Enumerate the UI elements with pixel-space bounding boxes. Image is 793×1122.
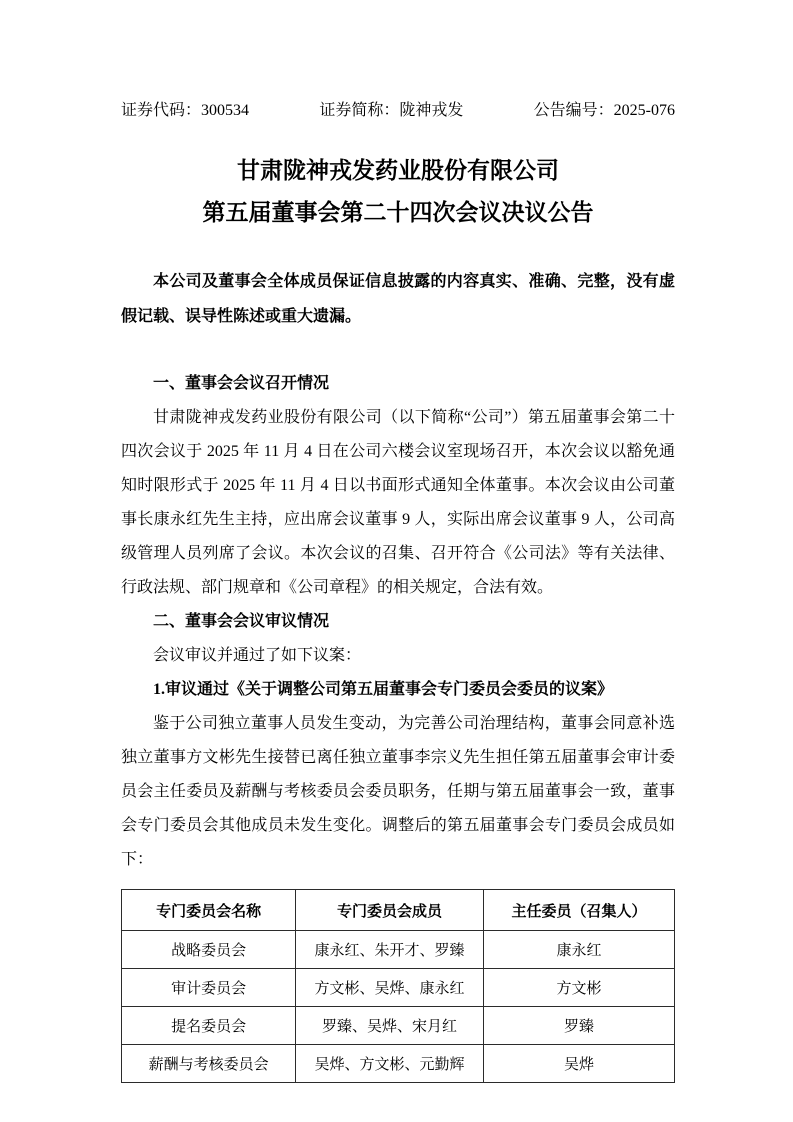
- members-cell: 方文彬、吴烨、康永红: [296, 969, 484, 1007]
- chair-cell: 吴烨: [483, 1045, 674, 1083]
- members-cell: 罗臻、吴烨、宋月红: [296, 1007, 484, 1045]
- table-row: [122, 1045, 675, 1083]
- document-header: [121, 100, 675, 122]
- announcement-title: 第五届董事会第二十四次会议决议公告: [202, 200, 594, 225]
- column-header-committee-name: 专门委员会名称: [122, 890, 296, 931]
- section2-intro: 会议审议并通过了如下议案：: [153, 647, 362, 664]
- committee-table: [121, 889, 675, 1083]
- committee-table-body: [122, 931, 675, 1083]
- chair-cell: 罗臻: [483, 1007, 674, 1045]
- stock-abbr: 证券简称：陇神戎发: [319, 102, 464, 119]
- committee-name-cell: 战略委员会: [122, 931, 296, 969]
- column-header-members: 专门委员会成员: [296, 890, 484, 931]
- chair-cell: 康永红: [483, 931, 674, 969]
- section1-heading: 一、董事会会议召开情况: [153, 375, 330, 392]
- members-cell: 康永红、朱开才、罗臻: [296, 931, 484, 969]
- committee-table-head: [122, 890, 675, 931]
- column-header-chair: 主任委员（召集人）: [483, 890, 674, 931]
- announcement-number: 公告编号：2025-076: [533, 102, 675, 119]
- stock-code: 证券代码：300534: [121, 102, 250, 119]
- section2-heading: 二、董事会会议审议情况: [153, 613, 330, 630]
- resolution1-body: 鉴于公司独立董事人员发生变动，为完善公司治理结构，董事会同意补选独立董事方文彬先生接替已离任独立董事李宗义先生担任第五届董事会审计委员会主任委员及薪酬与考核委员会委员职务，任期与第五届董事会一致，董事会专门委员会其他成员未发生变化。调整后的第五届董事会专门委员会成员如下：: [121, 715, 675, 868]
- company-name-title: 甘肃陇神戎发药业股份有限公司: [237, 158, 559, 183]
- committee-name-cell: 薪酬与考核委员会: [122, 1045, 296, 1083]
- table-row: [122, 931, 675, 969]
- members-cell: 吴烨、方文彬、元勤辉: [296, 1045, 484, 1083]
- title-block: [121, 156, 675, 228]
- committee-name-cell: 审计委员会: [122, 969, 296, 1007]
- table-header-row: [122, 890, 675, 931]
- committee-name-cell: 提名委员会: [122, 1007, 296, 1045]
- chair-cell: 方文彬: [483, 969, 674, 1007]
- disclaimer-statement: 本公司及董事会全体成员保证信息披露的内容真实、准确、完整，没有虚假记载、误导性陈述或重大遗漏。: [121, 273, 675, 325]
- resolution1-title: 1.审议通过《关于调整公司第五届董事会专门委员会委员的议案》: [153, 681, 614, 698]
- table-row: [122, 969, 675, 1007]
- table-row: [122, 1007, 675, 1045]
- section1-body: 甘肃陇神戎发药业股份有限公司（以下简称“公司”）第五届董事会第二十四次会议于 2025 年 11 月 4 日在公司六楼会议室现场召开，本次会议以豁免通知时限形式于 2025 年 11 月 4 日以书面形式通知全体董事。本次会议由公司董事长康永红先生主持，应出席会议董事 9 人，实际出席会议董事 9 人，公司高级管理人员列席了会议。本次会议的召集、召开符合《公司法》等有关法律、行政法规、部门规章和《公司章程》的相关规定，合法有效。: [121, 409, 675, 596]
